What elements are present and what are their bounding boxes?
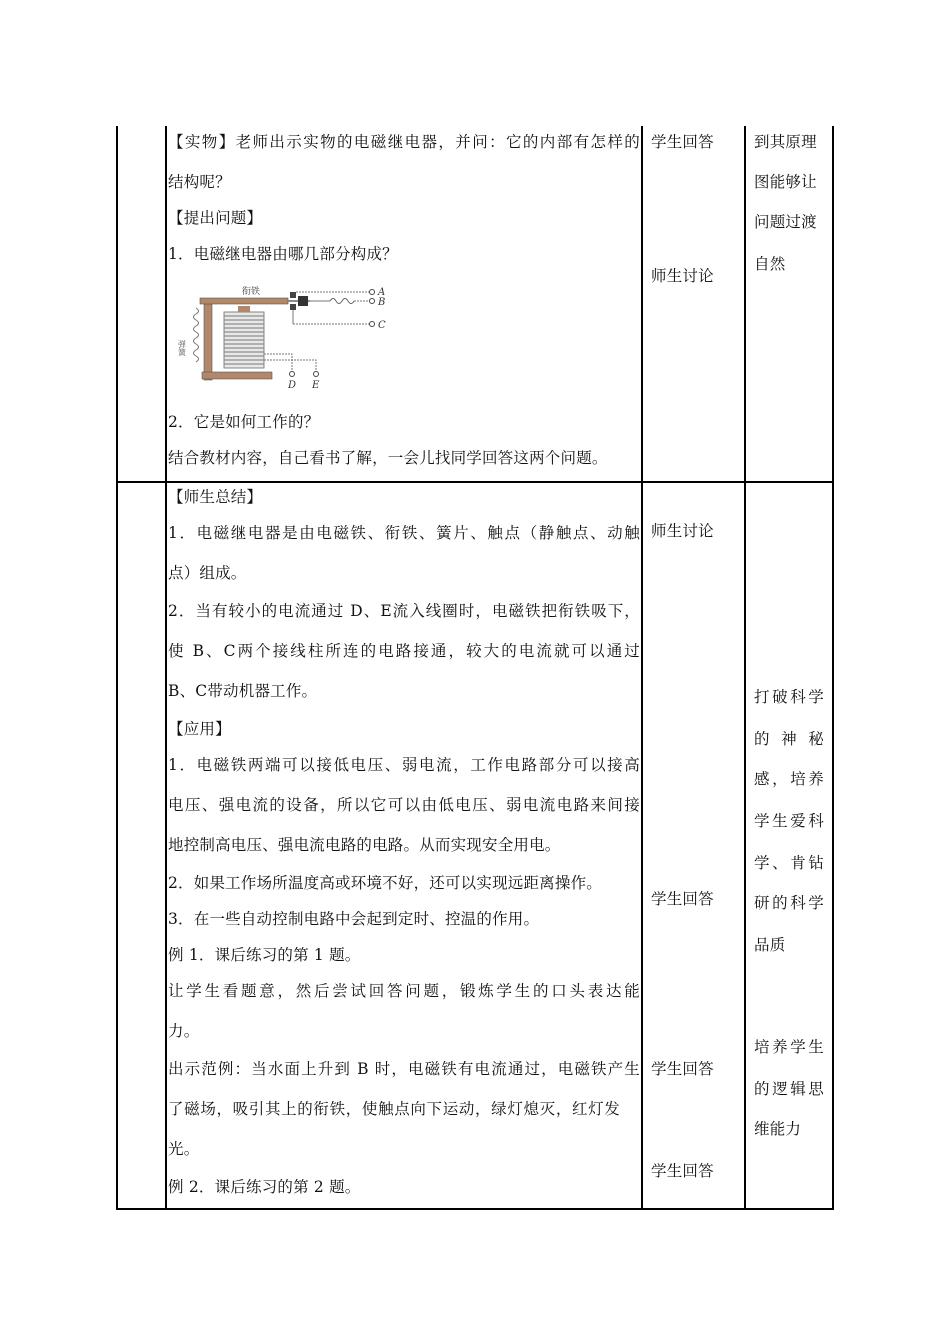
label-a: A	[378, 287, 386, 298]
row2-activity	[651, 483, 741, 1210]
label-c: C	[378, 320, 386, 331]
table-divider-2	[641, 126, 643, 1210]
table-divider-1	[165, 126, 167, 1210]
row2-line-14: 让学生看题意，然后尝试回答问题，锻炼学生的口头表达能	[168, 982, 640, 1000]
row2-line-9: 电压、强电流的设备，所以它可以由低电压、弱电流电路来间接	[168, 796, 640, 814]
row2-line-8: 1．电磁铁两端可以接低电压、弱电流，工作电路部分可以接高	[168, 756, 640, 774]
row2-intent	[754, 483, 830, 1210]
row2-heading-summary: 【师生总结】	[168, 488, 263, 506]
row2-line-17: 了磁场，吸引其上的衔铁，使触点向下运动，绿灯熄灭，红灯发	[168, 1100, 620, 1118]
row1-line-1: 【实物】老师出示实物的电磁继电器，并问：它的内部有怎样的	[168, 133, 640, 151]
row2-activity-3: 学生回答	[651, 1060, 714, 1078]
label-d: D	[288, 380, 297, 391]
label-spring: 弹簧	[177, 340, 187, 356]
row2-line-12: 3．在一些自动控制电路中会起到定时、控温的作用。	[168, 910, 540, 928]
row2-intent-9: 的逻辑思	[754, 1080, 824, 1098]
row2-intent-8: 培养学生	[754, 1038, 824, 1056]
row2-intent-7: 品质	[754, 936, 786, 954]
row2-intent-3: 感，培养	[754, 770, 824, 788]
row2-line-16: 出示范例：当水面上升到 B 时，电磁铁有电流通过，电磁铁产生	[168, 1060, 640, 1078]
row2-heading-application: 【应用】	[168, 720, 231, 738]
row2-line-5: 使 B、C两个接线柱所连的电路接通，较大的电流就可以通过	[168, 642, 640, 660]
row1-intent-3: 问题过渡	[754, 213, 817, 231]
row2-line-3: 点）组成。	[168, 564, 247, 582]
row1-activity	[651, 126, 741, 481]
row2-activity-4: 学生回答	[651, 1162, 714, 1180]
row2-intent-10: 维能力	[754, 1120, 802, 1138]
row2-line-2: 1．电磁继电器是由电磁铁、衔铁、簧片、触点（静触点、动触	[168, 524, 640, 542]
row2-line-15: 力。	[168, 1022, 200, 1040]
row1-line-2: 结构呢？	[168, 173, 231, 191]
row2-line-4: 2．当有较小的电流通过 D、E流入线圈时，电磁铁把衔铁吸下，	[168, 602, 640, 620]
row1-content	[168, 126, 640, 481]
row2-activity-1: 师生讨论	[651, 522, 714, 540]
row2-intent-5: 学、肯钻	[754, 854, 824, 872]
table-divider-3	[744, 126, 746, 1210]
row1-question-2: 2．它是如何工作的？	[168, 413, 320, 431]
row2-intent-2: 的 神 秘	[754, 730, 824, 748]
row1-intent	[754, 126, 830, 481]
row2-intent-6: 研的科学	[754, 894, 824, 912]
row1-heading-question: 【提出问题】	[168, 209, 263, 227]
row2-line-18: 光。	[168, 1140, 200, 1158]
row2-example-1: 例 1．课后练习的第 1 题。	[168, 946, 361, 964]
label-armature: 衔铁	[242, 287, 261, 297]
row1-intent-2: 图能够让	[754, 173, 817, 191]
relay-diagram	[177, 284, 408, 394]
row1-activity-1: 学生回答	[651, 133, 714, 151]
table-border-left	[116, 126, 118, 1210]
row2-intent-1: 打破科学	[754, 688, 824, 706]
row1-intent-4: 自然	[754, 255, 786, 273]
row1-intent-1: 到其原理	[754, 133, 817, 151]
row1-question-1: 1．电磁继电器由哪几部分构成？	[168, 245, 398, 263]
row1-activity-2: 师生讨论	[651, 267, 714, 285]
row2-example-2: 例 2．课后练习的第 2 题。	[168, 1178, 361, 1196]
row2-line-6: B、C带动机器工作。	[168, 682, 318, 700]
row2-line-10: 地控制高电压、强电流电路的电路。从而实现安全用电。	[168, 836, 561, 854]
row1-instruction: 结合教材内容，自己看书了解，一会儿找同学回答这两个问题。	[168, 449, 608, 467]
label-b: B	[378, 297, 386, 308]
label-e: E	[312, 380, 320, 391]
row2-content	[168, 483, 640, 1210]
row2-line-11: 2．如果工作场所温度高或环境不好，还可以实现远距离操作。	[168, 874, 602, 892]
row2-intent-4: 学生爱科	[754, 812, 824, 830]
row2-activity-2: 学生回答	[651, 890, 714, 908]
table-border-right	[832, 126, 834, 1210]
